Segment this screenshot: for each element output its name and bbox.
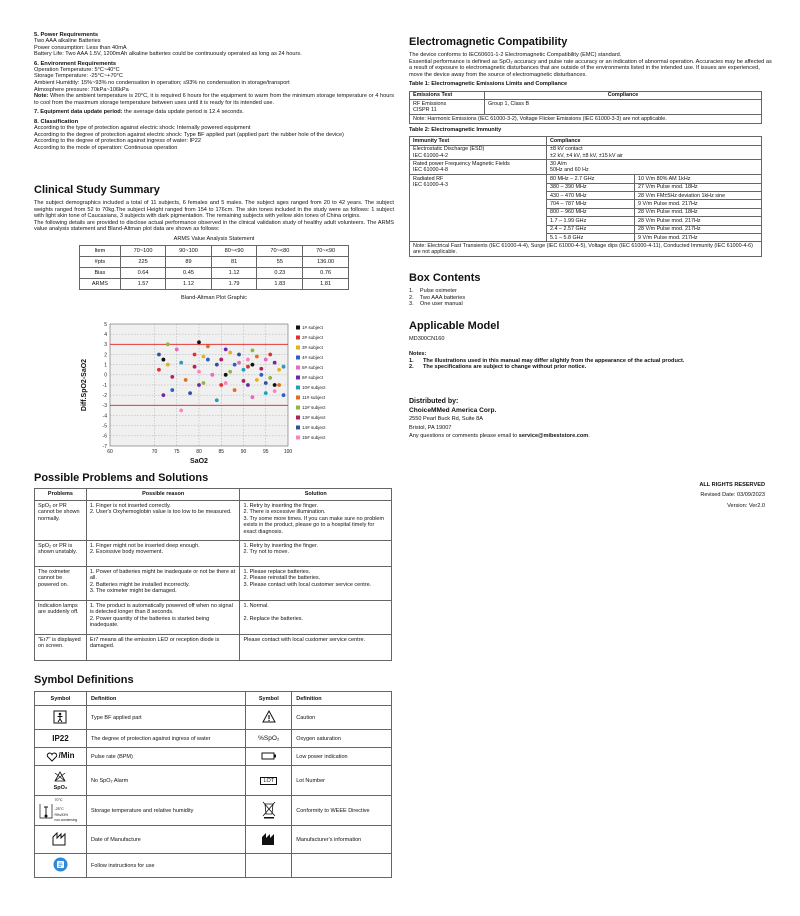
problem-cell: Indication lamps are suddenly off. xyxy=(35,600,87,634)
symbol-definition: Caution xyxy=(292,706,392,730)
solution-cell: Please contact with local customer service centre. xyxy=(240,634,392,660)
x-tick-label: 95 xyxy=(262,449,269,455)
legend-marker xyxy=(296,346,300,350)
spo2-text: %SpO₂ xyxy=(246,730,292,748)
arms-cell: 1.79 xyxy=(211,278,257,289)
legend-marker xyxy=(296,406,300,410)
classification-line: According to the degree of protection against ingress of water: IP22 xyxy=(34,138,201,145)
emc-cell: RF Emissions CISPR 11 xyxy=(410,100,485,115)
y-tick-label: -1 xyxy=(102,382,107,389)
legend-label: 2# subject xyxy=(302,335,323,341)
arms-cell: 81 xyxy=(211,256,257,267)
problem-row xyxy=(35,566,392,600)
data-point xyxy=(166,363,170,367)
problem-cell: SpO₂ or PR is shown unstably. xyxy=(35,540,87,566)
symbol-row xyxy=(35,706,392,730)
data-point xyxy=(282,365,286,369)
distributor-label: Distributed by: xyxy=(409,398,459,405)
data-point xyxy=(233,388,237,392)
solution-cell: 1. Retry by inserting the finger. 2. Try not to move. xyxy=(240,540,392,566)
box-item: 1. Pulse oximeter xyxy=(409,288,457,294)
legend-marker xyxy=(296,326,300,330)
data-point xyxy=(264,381,268,385)
box-item: 2. Two AAA batteries xyxy=(409,294,466,301)
problem-cell: "Er7" is displayed on screen. xyxy=(35,634,87,660)
power-line: Battery Life: Two AAA 1.5V, 1200mAh alkaline batteries could be continuously operated as long as 24 hours. xyxy=(34,51,302,58)
caution-icon xyxy=(262,710,276,723)
emc-cell: 380 – 390 MHz xyxy=(547,183,635,191)
environment-line: Ambient Humidity: 15%~93% no condensation in operation; ≤93% no condensation in storage/transport xyxy=(34,79,290,86)
emc-table2-caption: Table 2: Electromagnetic Immunity xyxy=(409,126,502,133)
distributor-contact: Any questions or comments please email to service@mibeststore.com. xyxy=(409,433,590,440)
notes-label: Notes: xyxy=(409,351,427,357)
arms-header-cell: 80~<90 xyxy=(211,245,257,256)
data-point xyxy=(197,370,201,374)
legend-marker xyxy=(296,436,300,440)
y-tick-label: 4 xyxy=(104,331,107,338)
emc-cell: Radiated RF IEC 61000-4-3 xyxy=(410,175,547,242)
data-point xyxy=(277,383,281,387)
symbols-header-cell: Symbol xyxy=(35,692,87,706)
data-point xyxy=(202,355,206,359)
environment-heading: 6. Environment Requirements xyxy=(34,60,117,67)
problem-row xyxy=(35,540,392,566)
symbol-row xyxy=(35,854,392,878)
classification-line: According to the type of protection against electric shock: Internally powered equipment xyxy=(34,124,251,131)
symbols-title: Symbol Definitions xyxy=(34,674,134,686)
emc-section xyxy=(409,36,772,257)
emc-cell: 27 V/m Pulse mod. 18Hz xyxy=(635,183,762,191)
data-point xyxy=(268,353,272,357)
y-tick-label: 2 xyxy=(104,352,107,359)
symbol-definition: Conformity to WEEE Directive xyxy=(292,796,392,826)
symbols-header-cell: Definition xyxy=(86,692,245,706)
data-point xyxy=(242,368,246,372)
problems-header-row xyxy=(35,489,392,501)
arms-caption: ARMS Value Analysis Statement xyxy=(173,235,255,242)
classification-line: According to the mode of operation: Continuous operation xyxy=(34,144,178,151)
reason-cell: 1. The product is automatically powered off when no signal is detected longer than 8 seconds. 2. Power quantity of the batteries is started being inadequate. xyxy=(86,600,240,634)
clinical-section xyxy=(34,184,394,301)
data-point xyxy=(224,373,228,377)
data-point xyxy=(251,349,255,353)
data-point xyxy=(157,368,161,372)
data-point xyxy=(219,358,223,362)
data-point xyxy=(193,365,197,369)
x-axis-label: SaO2 xyxy=(190,458,208,464)
emc-title: Electromagnetic Compatibility xyxy=(409,36,568,48)
legend-marker xyxy=(296,336,300,340)
solution-cell: 1. Normal. 2. Replace the batteries. xyxy=(240,600,392,634)
reason-cell: 1. Power of batteries might be inadequate or not be there at all. 2. Batteries might be installed incorrectly. 3. The oximeter might be damaged. xyxy=(86,566,240,600)
data-point xyxy=(282,393,286,397)
data-point xyxy=(259,373,263,377)
update-period: 7. Equipment data update period: the average data update period is 12.4 seconds. xyxy=(34,109,244,116)
legend-marker xyxy=(296,386,300,390)
x-tick-label: 80 xyxy=(196,449,202,455)
reason-cell: Er7 means all the emission LED or reception diode is damaged. xyxy=(86,634,240,660)
problems-header-cell: Solution xyxy=(240,489,392,501)
distributor-address: 2550 Pearl Buck Rd, Suite 8A xyxy=(409,416,484,422)
symbol-row xyxy=(35,730,392,748)
legend-marker xyxy=(296,376,300,380)
emc-cell: 2.4 – 2.57 GHz xyxy=(547,225,635,233)
legend-marker xyxy=(296,366,300,370)
arms-cell: 1.81 xyxy=(303,278,349,289)
ip22-text: IP22 xyxy=(35,730,87,748)
environment-line: Operation Temperature: 5°C~40°C xyxy=(34,66,120,73)
clinical-paragraph: The subject demographics included a total of 11 subjects, 6 females and 5 males. The subject ages ranged from 20 to 42 years. The subject weights ranged from 52 to 70kg.The subject Height ranged from 154 to 176cm. The skin tones included in the study were as follows: 1 subject with light skin tone of Caucasians, 3 subjects with dark pigmentation. The remaining subjects with yellow skin tones of China origins. xyxy=(34,200,394,220)
environment-line: Atmosphere pressure: 70kPa~106kPa xyxy=(34,86,129,93)
emc-header-cell: Compliance xyxy=(547,137,762,145)
emc-emissions-table xyxy=(409,91,762,124)
manufacturer-icon xyxy=(261,832,277,846)
symbol-definition: Storage temperature and relative humidity xyxy=(86,796,245,826)
symbol-row xyxy=(35,826,392,854)
arms-cell: 1.12 xyxy=(211,267,257,278)
emc-header-cell: Emissions Test xyxy=(410,91,485,99)
email-link[interactable]: service@mibeststore.com xyxy=(518,433,589,440)
arms-cell: 1.57 xyxy=(120,278,165,289)
problems-header-cell: Problems xyxy=(35,489,87,501)
x-tick-label: 100 xyxy=(283,449,293,455)
problem-row xyxy=(35,634,392,660)
rights-text: ALL RIGHTS RESERVED xyxy=(699,482,765,488)
x-tick-label: 70 xyxy=(151,449,158,455)
arms-header-cell: 70~<90 xyxy=(303,245,349,256)
power-heading: 5. Power Requirements xyxy=(34,32,99,38)
problem-row xyxy=(35,500,392,540)
no-spo2-alarm-label: SpO₂ xyxy=(53,784,68,791)
power-line: Power consumption: Less than 40mA xyxy=(34,44,127,51)
problems-header-cell: Possible reason xyxy=(86,489,240,501)
arms-cell: 89 xyxy=(166,256,211,267)
reason-cell: 1. Finger might not be inserted deep enough. 2. Excessive body movement. xyxy=(86,540,240,566)
arms-cell: Bias xyxy=(80,267,121,278)
symbols-header-cell: Symbol xyxy=(246,692,292,706)
footer xyxy=(409,482,765,510)
data-point xyxy=(170,375,174,379)
legend-label: 14# subject xyxy=(302,425,326,431)
environment-note: Note: When the ambient temperature is 20°C, it is required 6 hours for the equipment to warm from the minimum storage temperature or 4 hours to cool from the maximum storage temperature between uses until it is ready for its intended use. xyxy=(34,93,394,106)
data-point xyxy=(215,398,219,402)
symbol-row xyxy=(35,748,392,766)
symbol-row xyxy=(35,766,392,796)
version-text: Version: Ver2.0 xyxy=(727,503,765,510)
y-tick-label: 3 xyxy=(104,342,107,349)
arms-cell: 0.23 xyxy=(257,267,303,278)
data-point xyxy=(197,383,201,387)
revised-date: Revised Date: 03/09/2023 xyxy=(700,491,765,498)
y-axis-label: Diff.SpO2-SaO2 xyxy=(81,358,88,412)
data-point xyxy=(264,391,268,395)
emc-cell: Rated power Frequency Magnetic Fields IEC 61000-4-8 xyxy=(410,160,547,175)
distributor-section xyxy=(409,398,772,440)
data-point xyxy=(206,358,210,362)
data-point xyxy=(175,348,179,352)
arms-header-cell: 70~100 xyxy=(120,245,165,256)
symbol-definition: Manufacturer's information xyxy=(292,826,392,854)
symbols-table xyxy=(34,691,392,878)
emc-cell: 80 MHz – 2.7 GHz xyxy=(547,175,635,183)
data-point xyxy=(246,358,250,362)
weee-icon xyxy=(262,801,276,819)
emc-cell: 10 V/m 80% AM 1kHz xyxy=(635,175,762,183)
symbol-definition: Low power indication xyxy=(292,748,392,766)
data-point xyxy=(246,383,250,387)
lot-icon: LOT xyxy=(260,777,277,785)
box-title: Box Contents xyxy=(409,272,481,284)
data-point xyxy=(273,361,277,365)
problem-cell: SpO₂ or PR cannot be shown normally. xyxy=(35,500,87,540)
bland-altman-chart xyxy=(74,318,374,464)
box-contents-section xyxy=(409,272,772,308)
legend-marker xyxy=(296,426,300,430)
power-line: Two AAA alkaline Batteries xyxy=(34,38,101,44)
arms-header-row xyxy=(80,245,349,256)
emc-note: Note: Electrical Fast Transients (IEC 61000-4-4), Surge (IEC 61000-4-5), Voltage dips (IEC 61000-4-11), Conducted Immunity (IEC 61000-4-6) are not applicable. xyxy=(410,242,762,257)
symbol-definition: Type BF applied part xyxy=(86,706,245,730)
data-point xyxy=(215,363,219,367)
data-point xyxy=(162,358,166,362)
data-point xyxy=(188,391,192,395)
y-tick-label: -6 xyxy=(102,433,107,440)
emc-table1-caption: Table 1: Electromagnetic Emissions Limits and Compliance xyxy=(409,81,568,88)
symbol-definition: Lot Number xyxy=(292,766,392,796)
no-spo2-alarm-icon xyxy=(53,771,67,783)
data-point xyxy=(166,342,170,346)
symbol-definition: Oxygen saturation xyxy=(292,730,392,748)
data-point xyxy=(202,381,206,385)
problem-row xyxy=(35,600,392,634)
arms-cell: 1.12 xyxy=(166,278,211,289)
arms-cell: 0.64 xyxy=(120,267,165,278)
data-point xyxy=(273,383,277,387)
problem-cell: The oximeter cannot be powered on. xyxy=(35,566,87,600)
specifications xyxy=(34,32,394,151)
y-tick-label: -4 xyxy=(102,413,107,420)
legend-marker xyxy=(296,356,300,360)
data-point xyxy=(246,365,250,369)
data-point xyxy=(210,373,214,377)
emc-cell: 30 A/m 50Hz and 60 Hz xyxy=(547,160,762,175)
symbol-definition: Follow instructions for use xyxy=(86,854,245,878)
classification-heading: 8. Classification xyxy=(34,118,79,125)
data-point xyxy=(233,363,237,367)
emc-cell: Electrostatic Discharge (ESD) IEC 61000-4-2 xyxy=(410,145,547,160)
symbols-header-cell: Definition xyxy=(292,692,392,706)
reason-cell: 1. Finger is not inserted correctly. 2. User's Oxyhemoglobin value is too low to be measured. xyxy=(86,500,240,540)
data-point xyxy=(228,351,232,355)
symbols-header-row xyxy=(35,692,392,706)
emc-cell: 800 – 960 MHz xyxy=(547,208,635,216)
distributor-name: ChoiceMMed America Corp. xyxy=(409,407,497,414)
arms-cell: 136.00 xyxy=(303,256,349,267)
environment-line: Storage Temperature: -25°C~+70°C xyxy=(34,73,123,80)
clinical-title: Clinical Study Summary xyxy=(34,184,160,196)
symbols-section xyxy=(34,674,394,878)
legend-label: 6# subject xyxy=(302,375,323,381)
emc-cell: Group 1, Class B xyxy=(485,100,762,115)
model-section xyxy=(409,320,772,343)
y-tick-label: -2 xyxy=(102,392,107,399)
arms-cell: 1.83 xyxy=(257,278,303,289)
arms-row xyxy=(80,267,349,278)
data-point xyxy=(206,344,210,348)
data-point xyxy=(251,395,255,399)
x-tick-label: 75 xyxy=(173,449,180,455)
data-point xyxy=(197,340,201,344)
data-point xyxy=(219,383,223,387)
legend-marker xyxy=(296,396,300,400)
emc-cell: 5.1 – 5.8 GHz xyxy=(547,234,635,242)
symbol-definition: Date of Manufacture xyxy=(86,826,245,854)
data-point xyxy=(170,388,174,392)
legend-label: 15# subject xyxy=(302,435,326,441)
data-point xyxy=(255,355,259,359)
symbol-definition: No SpO₂ Alarm xyxy=(86,766,245,796)
solution-cell: 1. Please replace batteries. 2. Please reinstall the batteries. 3. Please contact with local customer service centre. xyxy=(240,566,392,600)
emc-cell: 704 – 787 MHz xyxy=(547,200,635,208)
bf-applied-part-icon xyxy=(53,710,67,724)
data-point xyxy=(224,348,228,352)
data-point xyxy=(237,361,241,365)
pulse-rate-unit: /Min xyxy=(58,751,75,761)
legend-label: 5# subject xyxy=(302,365,323,371)
emc-header-cell: Immunity Test xyxy=(410,137,547,145)
arms-header-cell: Item xyxy=(80,245,121,256)
clinical-paragraph: The following details are provided to disclose actual performance observed in the clinical validation study of healthy adult volunteers. The ARMS value analysis statement and Bland-Altman plot data are shown as follows: xyxy=(34,219,394,233)
note-item: 1. The illustrations used in this manual may differ slightly from the appearance of the actual product. xyxy=(409,357,685,364)
emc-immunity-table xyxy=(409,136,762,257)
box-item: 3. One user manual xyxy=(409,301,463,308)
data-point xyxy=(242,379,246,383)
arms-cell: 225 xyxy=(120,256,165,267)
pulse-rate-icon xyxy=(46,752,58,762)
data-point xyxy=(264,358,268,362)
emc-cell: 1.7 – 1.99 GHz xyxy=(547,217,635,225)
data-point xyxy=(251,363,255,367)
legend-label: 10# subject xyxy=(302,385,326,391)
legend-label: 13# subject xyxy=(302,415,326,421)
low-battery-icon xyxy=(261,752,277,760)
data-point xyxy=(273,389,277,393)
x-tick-label: 60 xyxy=(107,449,113,455)
data-point xyxy=(277,368,281,372)
symbol-definition: The degree of protection against ingress of water xyxy=(86,730,245,748)
data-point xyxy=(157,353,161,357)
problems-title: Possible Problems and Solutions xyxy=(34,472,209,484)
emc-cell: 9 V/m Pulse mod. 217Hz xyxy=(635,200,762,208)
arms-cell: 0.76 xyxy=(303,267,349,278)
date-of-manufacture-icon xyxy=(52,832,68,846)
arms-cell: 55 xyxy=(257,256,303,267)
arms-cell: ARMS xyxy=(80,278,121,289)
emc-cell: 28 V/m Pulse mod. 217Hz xyxy=(635,225,762,233)
emc-note: Note: Harmonic Emissions (IEC 61000-3-2), Voltage Flicker Emissions (IEC 61000-3-3) are not applicable. xyxy=(410,115,762,123)
x-tick-label: 85 xyxy=(218,449,225,455)
legend-label: 12# subject xyxy=(302,405,326,411)
arms-row xyxy=(80,256,349,267)
legend-marker xyxy=(296,416,300,420)
arms-cell: #pts xyxy=(80,256,121,267)
arms-header-cell: 70~<80 xyxy=(257,245,303,256)
emc-cell: 28 V/m FM±5Hz deviation 1kHz sine xyxy=(635,192,762,200)
emc-cell: 9 V/m Pulse mod. 217Hz xyxy=(635,234,762,242)
data-point xyxy=(193,353,197,357)
data-point xyxy=(224,381,228,385)
emc-cell: ±8 kV contact ±2 kV, ±4 kV, ±8 kV, ±15 kV air xyxy=(547,145,762,160)
y-tick-label: 0 xyxy=(104,372,107,379)
arms-row xyxy=(80,278,349,289)
distributor-address: Bristol, PA 19007 xyxy=(409,424,452,431)
y-tick-label: -5 xyxy=(102,423,107,430)
storage-conditions-icon: 70°C -25°C RH≤93% non-condensing xyxy=(38,798,82,824)
emc-header-cell: Compliance xyxy=(485,91,762,99)
emc-cell: 430 – 470 MHz xyxy=(547,192,635,200)
symbol-row xyxy=(35,796,392,826)
arms-cell: 0.45 xyxy=(166,267,211,278)
emc-intro: Essential performance is defined as SpO₂ accuracy and pulse rate accuracy or an indication of abnormal operation. Accuracies may be affected as a result of exposure to electromagnetic disturbances that are outside of the environments listed in the intended use. If issues are experienced, move the device away from the source of electromagnetic disturbances. xyxy=(409,58,772,78)
chart-title: Bland-Altman Plot Graphic xyxy=(181,294,247,301)
model-value: MD300CN160 xyxy=(409,336,445,342)
y-tick-label: 1 xyxy=(104,362,107,369)
data-point xyxy=(184,378,188,382)
note-item: 2. The specifications are subject to change without prior notice. xyxy=(409,364,587,371)
emc-intro: The device conforms to IEC60601-1-2 Electromagnetic Compatibility (EMC) standard. xyxy=(409,52,622,58)
data-point xyxy=(162,393,166,397)
arms-header-cell: 90~100 xyxy=(166,245,211,256)
data-point xyxy=(268,376,272,380)
emc-cell: 28 V/m Pulse mod. 217Hz xyxy=(635,217,762,225)
data-point xyxy=(237,353,241,357)
data-point xyxy=(179,409,183,413)
y-tick-label: -3 xyxy=(102,403,107,410)
follow-instructions-icon xyxy=(53,857,68,872)
data-point xyxy=(228,370,232,374)
legend-label: 4# subject xyxy=(302,355,323,361)
legend-label: 3# subject xyxy=(302,345,323,351)
arms-table xyxy=(79,245,349,290)
x-tick-label: 90 xyxy=(240,449,247,455)
emc-cell: 28 V/m Pulse mod. 18Hz xyxy=(635,208,762,216)
problems-table xyxy=(34,488,392,661)
legend-label: 11# subject xyxy=(302,395,326,401)
solution-cell: 1. Retry by inserting the finger. 2. There is excessive illumination. 3. Try some more times. If you can make sure no problem exists in the product, please go to a hospital timely for exact diagnosis. xyxy=(240,500,392,540)
data-point xyxy=(179,361,183,365)
y-tick-label: -7 xyxy=(102,443,107,450)
y-tick-label: 5 xyxy=(104,321,107,328)
problems-section xyxy=(34,472,394,661)
data-point xyxy=(255,378,259,382)
notes-section xyxy=(409,351,772,371)
symbol-definition: Pulse rate (BPM) xyxy=(86,748,245,766)
data-point xyxy=(259,367,263,371)
classification-line: According to the degree of protection against electric shock: Type BF applied part (applied part: the rubber hole of the device) xyxy=(34,131,344,138)
legend-label: 1# subject xyxy=(302,325,323,331)
model-title: Applicable Model xyxy=(409,320,500,332)
